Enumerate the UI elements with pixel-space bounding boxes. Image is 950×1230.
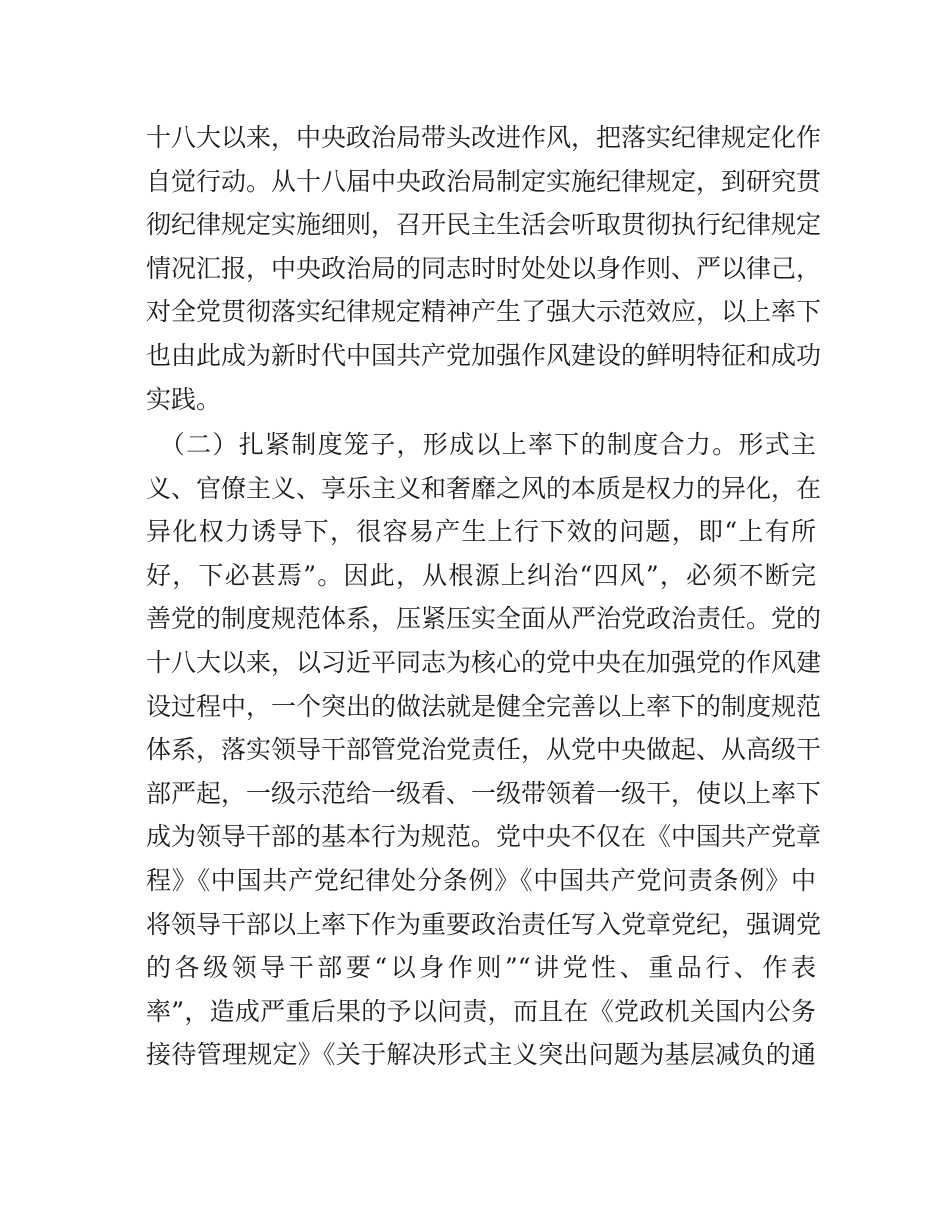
paragraph-2-line: 接待管理规定》《关于解决形式主义突出问题为基层减负的通	[146, 1040, 816, 1070]
paragraph-2-line: 的各级领导干部要“以身作则”“讲党性、重品行、作表	[146, 953, 816, 983]
paragraph-2-line: 设过程中，一个突出的做法就是健全完善以上率下的制度规范	[146, 691, 822, 721]
paragraph-1-line: 实践。	[146, 384, 222, 414]
paragraph-1-line: 对全党贯彻落实纪律规定精神产生了强大示范效应，以上率下	[146, 297, 822, 327]
paragraph-1-line: 也由此成为新时代中国共产党加强作风建设的鲜明特征和成功	[146, 341, 822, 370]
paragraph-2-line: 十八大以来，以习近平同志为核心的党中央在加强党的作风建	[146, 648, 822, 677]
paragraph-2-line: 体系，落实领导干部管党治党责任，从党中央做起、从高级干	[146, 735, 822, 765]
paragraph-2-line: （二）扎紧制度笼子，形成以上率下的制度合力。形式主	[146, 430, 816, 459]
paragraph-2-line: 程》《中国共产党纪律处分条例》《中国共产党问责条例》中	[146, 866, 816, 895]
paragraph-2-line: 率”，造成严重后果的予以问责，而且在《党政机关国内公务	[146, 996, 816, 1026]
paragraph-2-line: 好，下必甚焉”。因此，从根源上纠治“四风”，必须不断完	[146, 560, 816, 590]
paragraph-2-line: 义、官僚主义、享乐主义和奢靡之风的本质是权力的异化，在	[146, 473, 822, 503]
paragraph-2-line: 异化权力诱导下，很容易产生上行下效的问题，即“上有所	[146, 517, 816, 547]
paragraph-2-line: 善党的制度规范体系，压紧压实全面从严治党政治责任。党的	[146, 604, 822, 634]
paragraph-1-line: 自觉行动。从十八届中央政治局制定实施纪律规定，到研究贯	[146, 166, 822, 196]
paragraph-1-line: 情况汇报，中央政治局的同志时时处处以身作则、严以律己，	[146, 253, 822, 283]
paragraph-2-line: 部严起，一级示范给一级看、一级带领着一级干，使以上率下	[146, 778, 822, 808]
paragraph-1-line: 十八大以来，中央政治局带头改进作风，把落实纪律规定化作	[146, 123, 822, 152]
paragraph-2-line: 成为领导干部的基本行为规范。党中央不仅在《中国共产党章	[146, 822, 822, 852]
paragraph-1-line: 彻纪律规定实施细则，召开民主生活会听取贯彻执行纪律规定	[146, 210, 822, 240]
paragraph-2-line: 将领导干部以上率下作为重要政治责任写入党章党纪，强调党	[146, 909, 822, 939]
